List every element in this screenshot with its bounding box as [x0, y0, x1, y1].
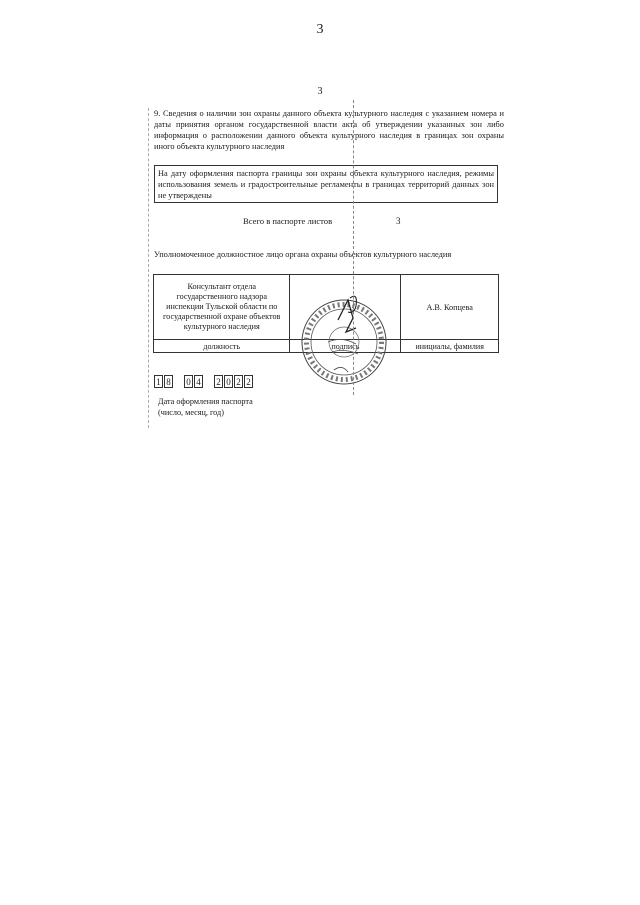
section-9-heading: 9. Сведения о наличии зон охраны данного объекта культурного наследия с указанием номера и даты принятия органом государственной власти акта об утверждении указанных зон либо информация о расположении данного объекта культурного наследия в границах зон охраны иного объекта культурного наследия	[154, 109, 504, 151]
caption-name: инициалы, фамилия	[401, 340, 499, 353]
date-caption-line1: Дата оформления паспорта	[158, 397, 253, 406]
page-number-top: 3	[316, 22, 324, 37]
date-digit: 1	[154, 375, 163, 388]
date-caption-line2: (число, месяц, год)	[158, 408, 224, 417]
section-9-box: На дату оформления паспорта границы зон охраны объекта культурного наследия, режимы использования земель и градостроительные регламенты в границах территорий данных зон не утверждены	[154, 165, 498, 203]
total-sheets-value: 3	[396, 216, 401, 226]
official-title: Уполномоченное должностное лицо органа охраны объектов культурного наследия	[154, 250, 452, 259]
official-position: Консультант отдела государственного надзора инспекции Тульской области по государственной охране объектов культурного наследия	[154, 275, 290, 340]
date-digit: 2	[234, 375, 243, 388]
date-digit: 0	[224, 375, 233, 388]
scan-artifact-line	[353, 100, 354, 395]
page-number-inner: 3	[317, 86, 323, 97]
date-digit: 2	[214, 375, 223, 388]
date-digit: 4	[194, 375, 203, 388]
caption-position: должность	[154, 340, 290, 353]
date-digit: 0	[184, 375, 193, 388]
date-boxes	[154, 373, 254, 389]
seal-stamp-icon	[298, 290, 390, 390]
date-caption	[158, 396, 253, 418]
date-digit: 8	[164, 375, 173, 388]
date-digit: 2	[244, 375, 253, 388]
total-sheets-label: Всего в паспорте листов	[243, 216, 333, 226]
caption-signature: подпись	[290, 340, 401, 353]
scan-artifact-line	[148, 108, 149, 428]
official-name: А.В. Копцева	[401, 275, 499, 340]
